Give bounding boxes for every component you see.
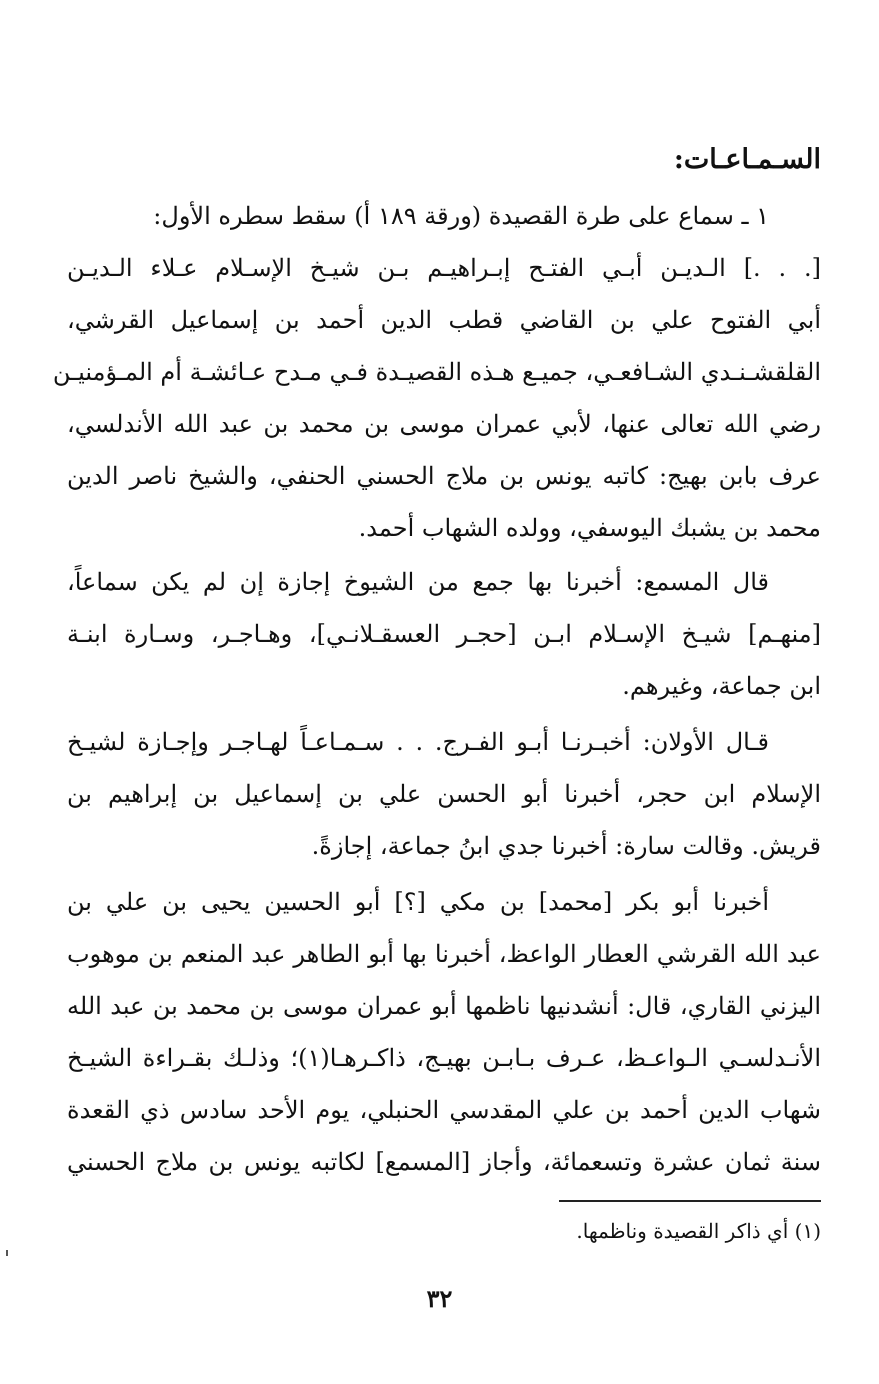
- text-line: قال المسمع: أخبرنا بها جمع من الشيوخ إجازة إن لم يكن سماعاً،: [67, 568, 769, 596]
- text-line: ١ ـ سماع على طرة القصيدة (ورقة ١٨٩ أ) سقط سطره الأول:: [153, 202, 769, 230]
- text-line: ابن جماعة، وغيرهم.: [622, 672, 821, 700]
- text-line: قـال الأولان: أخبـرنـا أبـو الفـرج. . . سـمـاعـاً لهـاجـر وإجـازة لشيـخ: [67, 728, 769, 756]
- paragraph-1: [67, 190, 821, 242]
- text-line: سنة ثمان عشرة وتسعمائة، وأجاز [المسمع] لكاتبه يونس بن ملاج الحسني: [67, 1148, 821, 1176]
- footnote-separator: [559, 1200, 821, 1202]
- text-line: عبد الله القرشي العطار الواعظ، أخبرنا بها أبو الطاهر عبد المنعم بن موهوب: [67, 940, 821, 968]
- footnote: (١) أي ذاكر القصيدة وناظمها.: [576, 1219, 821, 1243]
- text-line: محمد بن يشبك اليوسفي، وولده الشهاب أحمد.: [358, 514, 821, 542]
- paragraph-3: [67, 556, 821, 712]
- text-line: [. . .] الـديـن أبـي الفتـح إبـراهيـم بـن شيـخ الإسـلام عـلاء الـديـن: [67, 254, 821, 282]
- text-line: الإسلام ابن حجر، أخبرنا أبو الحسن علي بن إسماعيل بن إبراهيم بن: [67, 780, 821, 808]
- scan-speck: [6, 1250, 8, 1256]
- text-line: اليزني القاري، قال: أنشدنيها ناظمها أبو عمران موسى بن محمد بن عبد الله: [67, 992, 821, 1020]
- text-line: قريش. وقالت سارة: أخبرنا جدي ابنُ جماعة، إجازةً.: [311, 832, 821, 860]
- paragraph-2: [52, 242, 822, 554]
- text-line: الأنـدلسـي الـواعـظ، عـرف بـابـن بهيـج، ذاكـرهـا(١)؛ وذلـك بقـراءة الشيـخ: [67, 1044, 821, 1072]
- section-heading: السـمـاعـات:: [673, 144, 821, 175]
- text-line: [منهـم] شيـخ الإسـلام ابـن [حجـر العسقـلانـي]، وهـاجـر، وسـارة ابنـة: [67, 620, 821, 648]
- text-line: رضي الله تعالى عنها، لأبي عمران موسى بن محمد بن عبد الله الأندلسي،: [67, 410, 821, 438]
- text-line: القلقشـنـدي الشـافعـي، جميـع هـذه القصيـدة فـي مـدح عـائشـة أم المـؤمنيـن: [52, 358, 821, 386]
- paragraph-5: [67, 876, 821, 1188]
- paragraph-4: [67, 716, 821, 872]
- text-line: عرف بابن بهيج: كاتبه يونس بن ملاج الحسني الحنفي، والشيخ ناصر الدين: [67, 462, 822, 490]
- text-line: أبي الفتوح علي بن القاضي قطب الدين أحمد بن إسماعيل القرشي،: [67, 306, 821, 334]
- text-line: أخبرنا أبو بكر [محمد] بن مكي [؟] أبو الحسين يحيى بن علي بن: [67, 888, 769, 916]
- page-number: ٣٢: [426, 1284, 453, 1313]
- text-line: شهاب الدين أحمد بن علي المقدسي الحنبلي، يوم الأحد سادس ذي القعدة: [67, 1096, 821, 1124]
